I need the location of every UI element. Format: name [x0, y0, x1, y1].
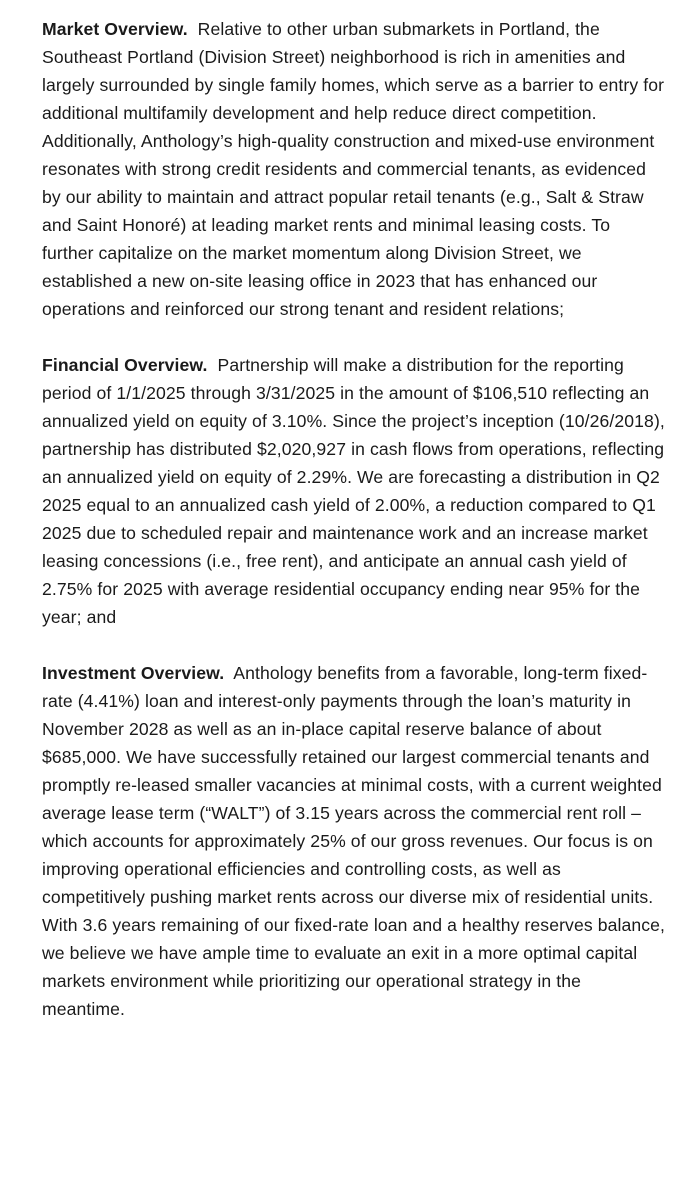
document-page: [42, 15, 666, 1051]
financial-overview-paragraph: [42, 351, 666, 631]
market-overview-heading: Market Overview.: [42, 19, 188, 39]
investment-overview-paragraph: [42, 659, 666, 1023]
financial-overview-heading: Financial Overview.: [42, 355, 208, 375]
financial-overview-body: Partnership will make a distribution for the reporting period of 1/1/2025 through 3/31/2025 in the amount of $106,510 reflecting an annualized yield on equity of 3.10%. Since the project’s inception (10/26/2018), partnership has distributed $2,020,927 in cash flows from operations, reflecting an annualized yield on equity of 2.29%. We are forecasting a distribution in Q2 2025 equal to an annualized cash yield of 2.00%, a reduction compared to Q1 2025 due to scheduled repair and maintenance work and an increase market leasing concessions (i.e., free rent), and anticipate an annual cash yield of 2.75% for 2025 with average residential occupancy ending near 95% for the year; and: [42, 355, 665, 627]
market-overview-body: Relative to other urban submarkets in Portland, the Southeast Portland (Division Street) neighborhood is rich in amenities and largely surrounded by single family homes, which serve as a barrier to entry for additional multifamily development and help reduce direct competition. Additionally, Anthology’s high-quality construction and mixed-use environment resonates with strong credit residents and commercial tenants, as evidenced by our ability to maintain and attract popular retail tenants (e.g., Salt & Straw and Saint Honoré) at leading market rents and minimal leasing costs. To further capitalize on the market momentum along Division Street, we established a new on-site leasing office in 2023 that has enhanced our operations and reinforced our strong tenant and resident relations;: [42, 19, 665, 319]
market-overview-paragraph: [42, 15, 666, 323]
investment-overview-body: Anthology benefits from a favorable, long-term fixed-rate (4.41%) loan and interest-only payments through the loan’s maturity in November 2028 as well as an in-place capital reserve balance of about $685,000. We have successfully retained our largest commercial tenants and promptly re-leased smaller vacancies at minimal costs, with a current weighted average lease term (“WALT”) of 3.15 years across the commercial rent roll – which accounts for approximately 25% of our gross revenues. Our focus is on improving operational efficiencies and controlling costs, as well as competitively pushing market rents across our diverse mix of residential units. With 3.6 years remaining of our fixed-rate loan and a healthy reserves balance, we believe we have ample time to evaluate an exit in a more optimal capital markets environment while prioritizing our operational strategy in the meantime.: [42, 663, 666, 1019]
investment-overview-heading: Investment Overview.: [42, 663, 225, 683]
